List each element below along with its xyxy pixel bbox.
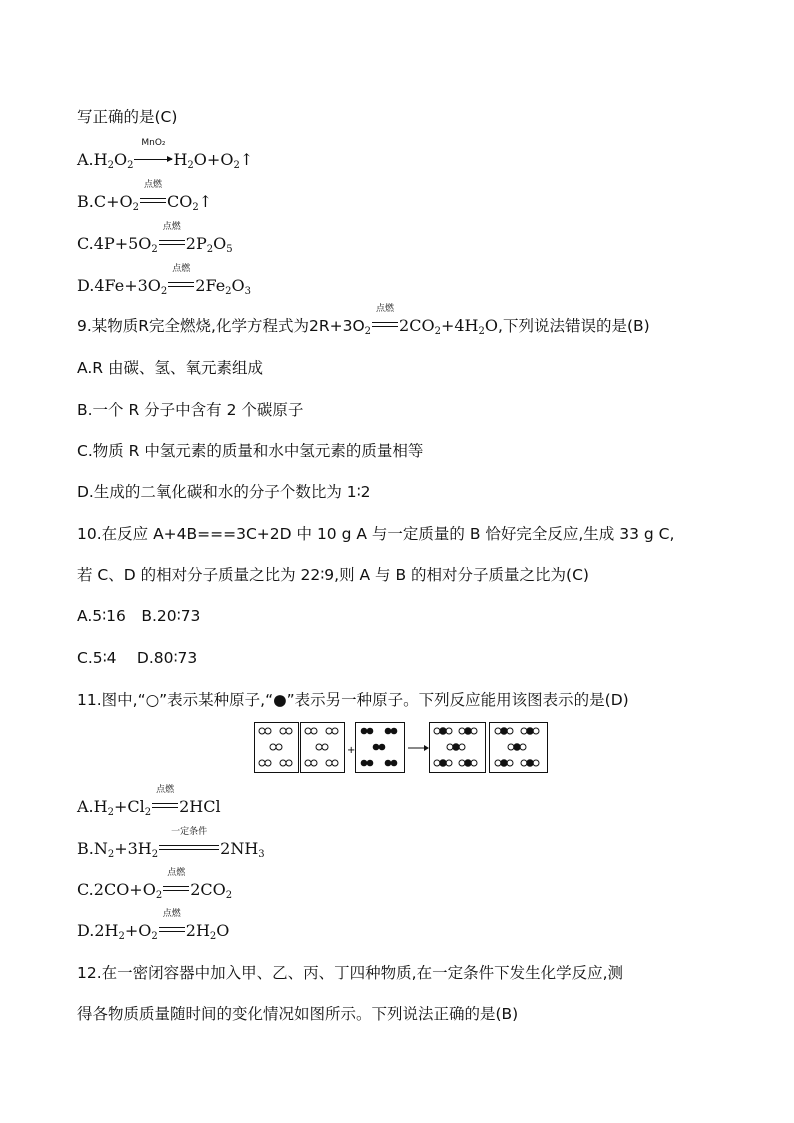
option-8c: $C.4P+5O_2$ 点燃 $2P_2O_5$ — [77, 222, 233, 255]
question-8-tail: 写正确的是(C) — [77, 108, 178, 126]
reaction-condition: MnO₂ — [134, 150, 172, 170]
question-11: 11.图中,“○”表示某种原子,“●”表示另一种原子。下列反应能用该图表示的是(D) — [77, 691, 629, 709]
reaction-condition: 点燃 — [372, 316, 398, 336]
options-10-ab: A.5∶16 B.20∶73 — [77, 607, 201, 625]
question-10-line-1: 10.在反应 A+4B===3C+2D 中 10 g A 与一定质量的 B 恰好完全反应,生成 33 g C, — [77, 525, 675, 543]
reaction-condition: 点燃 — [159, 921, 185, 941]
option-11d: $D.2H_2+O_2$ 点燃 $2H_2O$ — [77, 909, 230, 942]
question-12-line-1: 12.在一密闭容器中加入甲、乙、丙、丁四种物质,在一定条件下发生化学反应,测 — [77, 964, 624, 982]
option-8d: $D.4Fe+3O_2$ 点燃 $2Fe_2O_3$ — [77, 264, 252, 297]
option-9a: A.R 由碳、氢、氧元素组成 — [77, 359, 263, 377]
question-9: 9.某物质R完全燃烧,化学方程式为$2R+3O_2$ 点燃 $2CO_2+4H_2O$,下列说法错误的是(B) — [77, 304, 650, 337]
reaction-condition: 点燃 — [168, 276, 194, 296]
question-10-line-2: 若 C、D 的相对分子质量之比为 22∶9,则 A 与 B 的相对分子质量之比为(C) — [77, 566, 589, 584]
option-11c: $C.2CO+O_2$ 点燃 $2CO_2$ — [77, 868, 233, 901]
option-8b: $B.C+O_2$ 点燃 $CO_2↑$ — [77, 180, 213, 213]
reaction-condition: 点燃 — [152, 797, 178, 817]
box-1-molecules — [259, 728, 292, 766]
option-9c: C.物质 R 中氢元素的质量和水中氢元素的质量相等 — [77, 442, 424, 460]
box-5-molecules — [495, 728, 539, 767]
reaction-particle-diagram — [254, 722, 548, 774]
reaction-condition: 一定条件 — [159, 839, 219, 859]
box-3-molecules — [361, 728, 398, 767]
option-11a: $A.H_2+Cl_2$ 点燃 2HCl — [77, 785, 221, 818]
option-9b: B.一个 R 分子中含有 2 个碳原子 — [77, 401, 304, 419]
reaction-condition: 点燃 — [159, 234, 185, 254]
plus-sign: + — [347, 745, 356, 756]
reaction-condition: 点燃 — [163, 880, 189, 900]
box-2-molecules — [305, 728, 338, 766]
option-8a: $A.H_2O_2$ MnO₂ $H_2O+O_2↑$ — [77, 138, 254, 171]
options-10-cd: C.5∶4 D.80∶73 — [77, 649, 198, 667]
option-11b: $B.N_2+3H_2$ 一定条件 $2NH_3$ — [77, 827, 265, 860]
question-12-line-2: 得各物质质量随时间的变化情况如图所示。下列说法正确的是(B) — [77, 1005, 519, 1023]
box-4-molecules — [434, 728, 477, 767]
option-9d: D.生成的二氧化碳和水的分子个数比为 1∶2 — [77, 483, 371, 501]
reaction-condition: 点燃 — [140, 192, 166, 212]
